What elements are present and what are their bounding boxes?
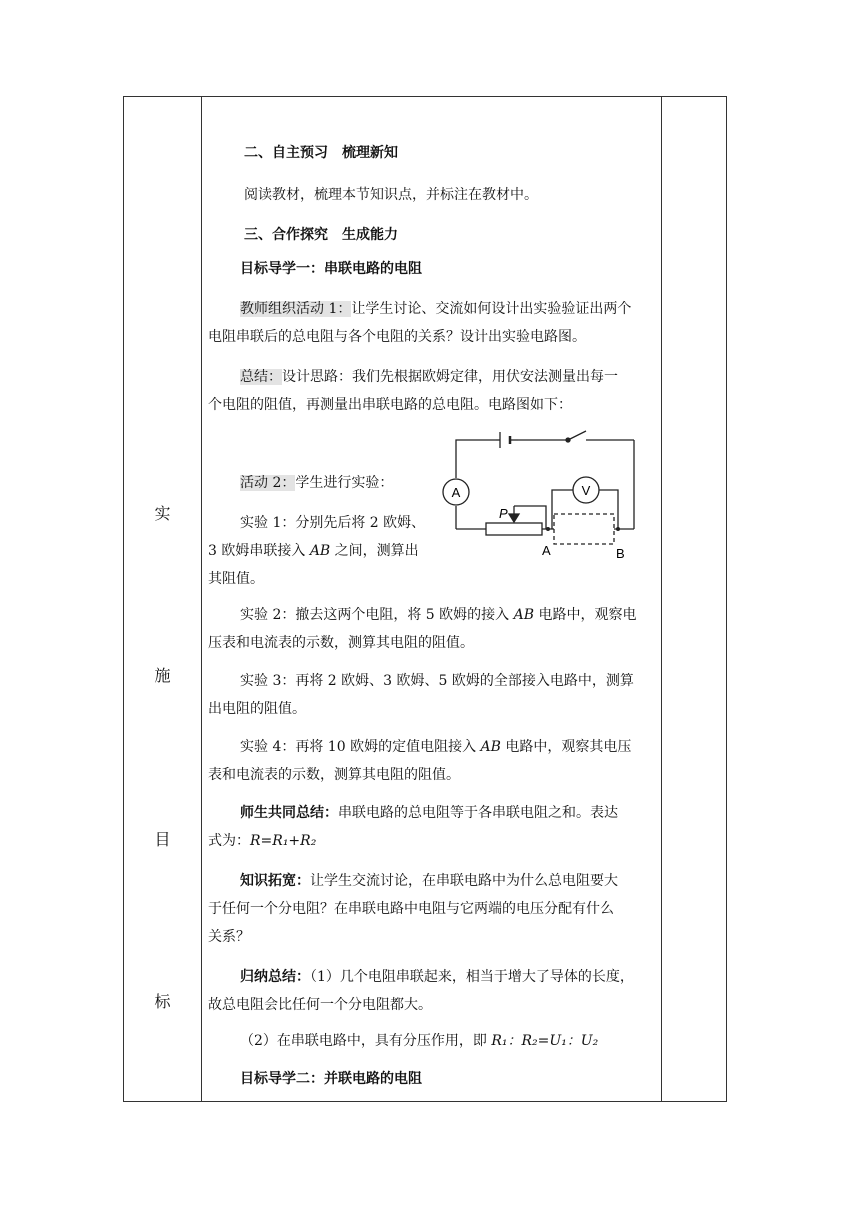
extension-line2: 于任何一个分电阻？在串联电路中电阻与它两端的电压分配有什么 (208, 901, 614, 917)
activity1-label: 教师组织活动 1： (240, 301, 352, 317)
exp2-line1: 实验 2：撤去这两个电阻，将 5 欧姆的接入 AB 电路中，观察电 (240, 607, 637, 623)
slider-wire (514, 506, 546, 529)
series-circuit-diagram (436, 428, 666, 568)
extension-paragraph: 知识拓宽：让学生交流讨论，在串联电路中为什么总电阻要大 (240, 873, 618, 889)
ab-dashed-box (554, 514, 614, 544)
terminal-b-dot (616, 527, 620, 531)
exp3-line2: 出电阻的阻值。 (208, 701, 306, 717)
joint-summary-label: 师生共同总结： (240, 805, 338, 821)
rheostat-body (486, 523, 542, 535)
summary-line2: 个电阻的阻值，再测量出串联电路的总电阻。电路图如下： (208, 397, 572, 413)
terminal-a-label: A (542, 543, 551, 558)
exp4-line1: 实验 4：再将 10 欧姆的定值电阻接入 AB 电路中，观察其电压 (240, 739, 632, 755)
induction-label: 归纳总结： (240, 969, 310, 985)
slider-label: P (499, 506, 508, 521)
lesson-table (123, 96, 727, 1102)
column-divider-right (661, 97, 662, 1101)
voltmeter-label: V (581, 483, 591, 498)
column-divider-left (201, 97, 202, 1101)
series-resistance-formula: R=R₁+R₂ (250, 833, 317, 849)
goal-heading-2: 目标导学二：并联电路的电阻 (240, 1071, 422, 1087)
section-heading-2: 二、自主预习 梳理新知 (244, 145, 398, 161)
voltmeter-left-lead (552, 490, 573, 529)
activity1-line2: 电阻串联后的总电阻与各个电阻的关系？设计出实验电路图。 (208, 329, 586, 345)
summary-label: 总结： (240, 369, 282, 385)
summary-paragraph: 总结：设计思路：我们先根据欧姆定律，用伏安法测量出每一 (240, 369, 618, 385)
extension-line3: 关系？ (208, 929, 250, 945)
extension-label: 知识拓宽： (240, 873, 310, 889)
ammeter-label: A (451, 485, 461, 500)
side-char-shi2: 施 (154, 666, 171, 685)
voltage-division-formula: R₁：R₂=U₁：U₂ (491, 1033, 599, 1049)
terminal-b-label: B (616, 546, 625, 561)
switch-lever (568, 431, 586, 440)
voltage-division-line: （2）在串联电路中，具有分压作用，即 R₁：R₂=U₁：U₂ (240, 1033, 599, 1049)
exp3-line1: 实验 3：再将 2 欧姆、3 欧姆、5 欧姆的全部接入电路中，测算 (240, 673, 634, 689)
side-char-biao: 标 (154, 992, 171, 1011)
wire-top-left (456, 440, 496, 478)
activity2-paragraph: 活动 2：学生进行实验： (240, 475, 394, 491)
exp2-line2: 压表和电流表的示数，测算其电阻的阻值。 (208, 635, 474, 651)
joint-summary-line2: 式为：R=R₁+R₂ (208, 833, 317, 849)
joint-summary-paragraph: 师生共同总结：串联电路的总电阻等于各串联电阻之和。表达 (240, 805, 618, 821)
terminal-a-dot (546, 527, 550, 531)
exp1-line1: 实验 1：分别先后将 2 欧姆、 (240, 515, 426, 531)
exp1-line2: 3 欧姆串联接入 AB 之间，测算出 (208, 543, 419, 559)
side-char-shi: 实 (154, 504, 171, 523)
voltmeter-right-lead (599, 490, 618, 529)
side-char-mu: 目 (154, 830, 171, 849)
slider-arrow (509, 514, 519, 522)
exp4-line2: 表和电流表的示数，测算其电阻的阻值。 (208, 767, 460, 783)
section-heading-3: 三、合作探究 生成能力 (244, 227, 398, 243)
induction-line2: 故总电阻会比任何一个分电阻都大。 (208, 997, 432, 1013)
activity1-paragraph: 教师组织活动 1：让学生讨论、交流如何设计出实验验证出两个 (240, 301, 632, 317)
goal-heading-1: 目标导学一：串联电路的电阻 (240, 261, 422, 277)
exp1-line3: 其阻值。 (208, 571, 264, 587)
induction-paragraph: 归纳总结：（1）几个电阻串联起来，相当于增大了导体的长度， (240, 969, 634, 985)
activity2-label: 活动 2： (240, 475, 296, 491)
section-text-2: 阅读教材，梳理本节知识点，并标注在教材中。 (244, 187, 538, 203)
